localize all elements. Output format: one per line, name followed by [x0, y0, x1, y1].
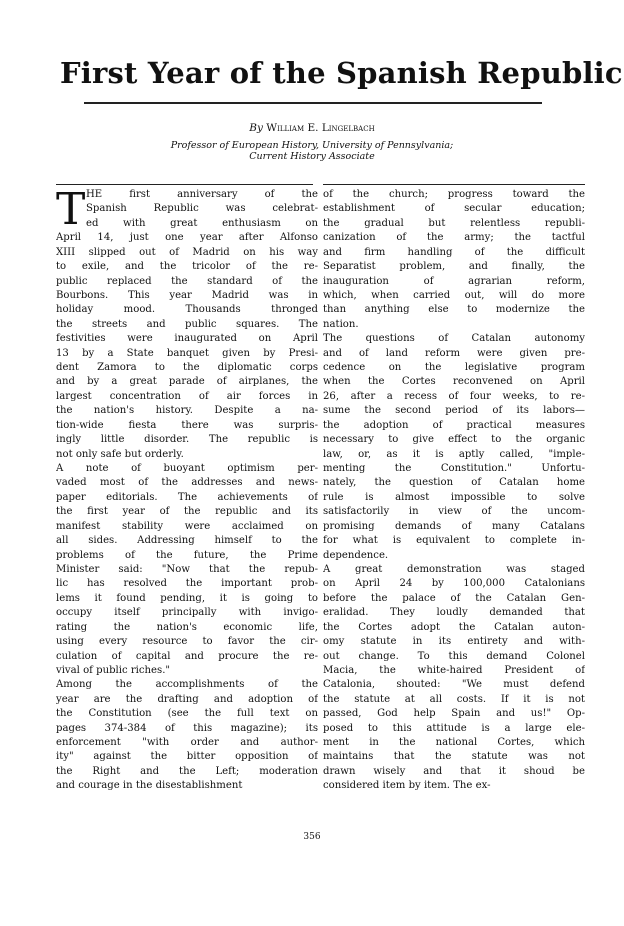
text-line: rating the nation's economic life, — [56, 621, 318, 633]
text-line: cedence on the legislative program — [323, 362, 585, 374]
text-line: the Cortes adopt the Catalan auton- — [323, 621, 585, 633]
text-line: of the church; progress toward the — [323, 189, 585, 200]
text-line: omy statute in its entirety and with- — [323, 636, 585, 648]
text-line: satisfactorily in view of the uncom- — [323, 506, 585, 518]
text-line: inauguration of agrarian reform, — [323, 275, 585, 287]
right-column — [323, 188, 585, 794]
text-line: law, or, as it is aptly called, "imple- — [323, 448, 585, 460]
text-line: sume the second period of its labors— — [323, 405, 585, 417]
text-line: Bourbons. This year Madrid was in — [56, 289, 318, 301]
text-line: which, when carried out, will do more — [323, 289, 585, 301]
text-line: lic has resolved the important prob- — [56, 578, 318, 590]
text-line: A note of buoyant optimism per- — [56, 463, 318, 475]
text-line: year are the drafting and adoption of — [56, 693, 318, 705]
text-line: dependence. — [323, 549, 389, 561]
text-line: Catalonia, shouted: "We must defend — [323, 679, 585, 691]
text-line: 13 by a State banquet given by Presi- — [56, 347, 318, 359]
text-line: drawn wisely and that it shoud be — [323, 765, 585, 777]
text-line: festivities were inaugurated on April — [56, 333, 318, 345]
text-line: public replaced the standard of the — [56, 275, 318, 287]
text-line: nation. — [323, 318, 359, 330]
title-rule — [84, 102, 542, 104]
left-column — [56, 184, 318, 794]
text-line: the nation's history. Despite a na- — [56, 405, 318, 417]
text-line: the Right and the Left; moderation — [56, 765, 318, 777]
text-line: the adoption of practical measures — [323, 419, 585, 431]
text-line: posed to this attitude is a large ele- — [323, 722, 585, 734]
text-line: Minister said: "Now that the repub- — [56, 563, 318, 575]
text-line: manifest stability were acclaimed on — [56, 520, 318, 532]
text-line: not only safe but orderly. — [56, 448, 184, 460]
affiliation-line: Professor of European History, University of Pennsylvania; — [170, 140, 454, 151]
text-line: all sides. Addressing himself to the — [56, 535, 318, 547]
text-line: necessary to give effect to the organic — [323, 434, 585, 446]
author-affiliation — [70, 140, 554, 162]
text-line: Separatist problem, and finally, the — [323, 261, 585, 273]
text-line: enforcement "with order and author- — [56, 737, 318, 749]
text-line: the streets and public squares. The — [56, 318, 318, 330]
text-line: April 14, just one year after Alfonso — [56, 232, 318, 244]
text-line: maintains that the statute was not — [323, 751, 585, 763]
text-line: ment in the national Cortes, which — [323, 737, 585, 749]
byline — [70, 122, 554, 134]
affiliation-line: Current History Associate — [249, 151, 375, 162]
text-line: 26, after a recess of four weeks, to re- — [323, 390, 585, 402]
text-line: the Constitution (see the full text on — [56, 708, 318, 720]
text-line: than anything else to modernize the — [323, 304, 585, 316]
text-line: culation of capital and procure the re- — [56, 650, 318, 662]
text-line: for what is equivalent to complete in- — [323, 535, 585, 547]
text-line: problems of the future, the Prime — [56, 549, 318, 561]
text-line: and firm handling of the difficult — [323, 246, 585, 258]
text-line: holiday mood. Thousands thronged — [56, 304, 318, 316]
text-line: ingly little disorder. The republic is — [56, 434, 318, 446]
text-line: to exile, and the tricolor of the re- — [56, 261, 318, 273]
text-line: the first year of the republic and its — [56, 506, 318, 518]
text-line: The questions of Catalan autonomy — [323, 333, 585, 345]
text-line: rule is almost impossible to solve — [323, 491, 585, 503]
text-line: passed, God help Spain and us!" Op- — [323, 708, 585, 720]
text-line: promising demands of many Catalans — [323, 520, 585, 532]
text-line: establishment of secular education; — [323, 203, 585, 215]
text-line: Among the accomplishments of the — [56, 679, 318, 691]
text-line: using every resource to favor the cir- — [56, 636, 318, 648]
text-line: paper editorials. The achievements of — [56, 491, 318, 503]
text-line: vival of public riches." — [56, 664, 171, 676]
text-line: tion-wide fiesta there was surpris- — [56, 419, 318, 431]
right-column-rule — [323, 184, 585, 185]
text-line: lems it found pending, it is going to — [56, 592, 318, 604]
text-line: ed with great enthusiasm on — [86, 217, 318, 229]
text-line: vaded most of the addresses and news- — [56, 477, 318, 489]
text-line: Spanish Republic was celebrat- — [86, 203, 318, 215]
text-line: out change. To this demand Colonel — [323, 650, 585, 662]
text-line: and courage in the disestablishment — [56, 780, 243, 792]
text-line: and by a great parade of airplanes, the — [56, 376, 318, 388]
byline-prefix: By — [249, 122, 263, 134]
article-title: First Year of the Spanish Republic — [60, 56, 623, 90]
text-line: HE first anniversary of the — [86, 189, 318, 200]
text-line: when the Cortes reconvened on April — [323, 376, 585, 388]
text-line: on April 24 by 100,000 Catalonians — [323, 578, 585, 590]
text-line: the gradual but relentless republi- — [323, 217, 585, 229]
text-line: menting the Constitution." Unfortu- — [323, 463, 585, 475]
author-name: William E. Lingelbach — [266, 122, 375, 134]
page-number: 356 — [303, 832, 321, 842]
drop-cap: T — [56, 184, 86, 235]
text-line: ity" against the bitter opposition of — [56, 751, 318, 763]
text-line: occupy itself principally with invigo- — [56, 607, 318, 619]
text-line: A great demonstration was staged — [323, 563, 585, 575]
text-line: and of land reform were given pre- — [323, 347, 585, 359]
left-column-rule — [56, 184, 313, 185]
text-line: XIII slipped out of Madrid on his way — [56, 246, 318, 258]
text-line: the statute at all costs. If it is not — [323, 693, 585, 705]
text-line: before the palace of the Catalan Gen- — [323, 592, 585, 604]
text-line: canization of the army; the tactful — [323, 232, 585, 244]
text-line: considered item by item. The ex- — [323, 780, 491, 792]
text-line: nately, the question of Catalan home — [323, 477, 585, 489]
text-line: Macia, the white-haired President of — [323, 664, 585, 676]
text-line: pages 374-384 of this magazine); its — [56, 722, 318, 734]
text-line: largest concentration of air forces in — [56, 390, 318, 402]
text-line: eralidad. They loudly demanded that — [323, 607, 585, 619]
text-line: dent Zamora to the diplomatic corps — [56, 362, 318, 374]
